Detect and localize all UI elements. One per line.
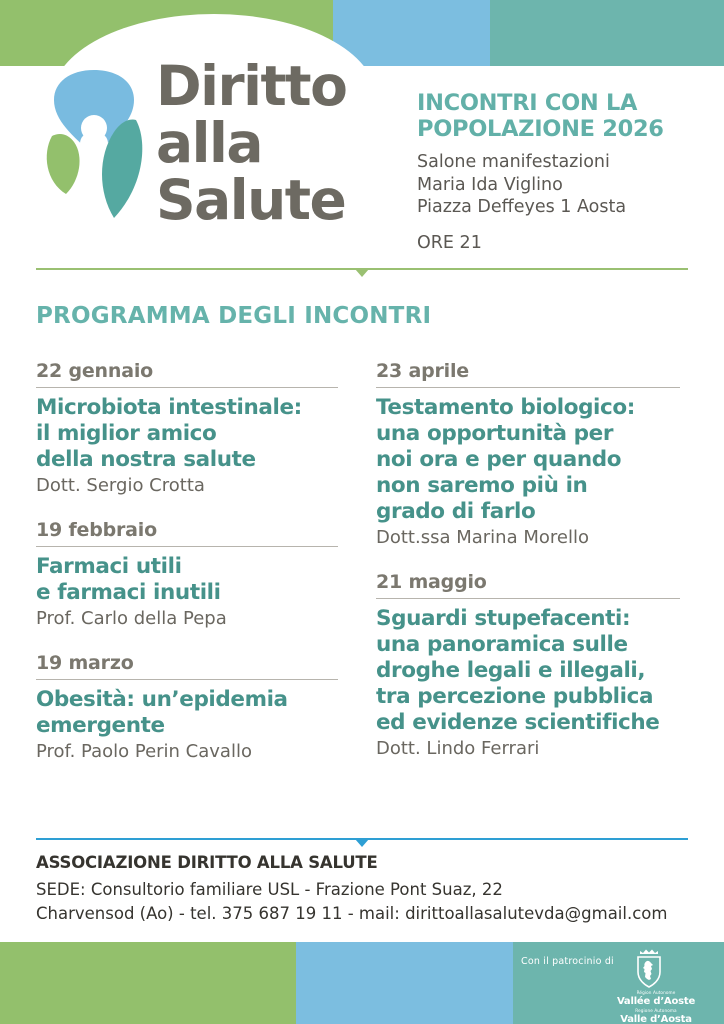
event-date: 19 marzo: [36, 652, 134, 674]
event-talk-title: [36, 554, 338, 606]
event-rule: [36, 387, 338, 388]
event-talk-title-line: tra percezione pubblica: [376, 684, 654, 709]
event-talk-title-line: noi ora e per quando: [376, 447, 622, 472]
logo-line-1: Diritto: [156, 54, 347, 118]
programme-event: [36, 360, 338, 497]
region-wordmark: [601, 990, 711, 1024]
event-talk-title: [36, 395, 338, 473]
event-talk-title-line: grado di farlo: [376, 499, 536, 524]
bottom-band-teal: [513, 942, 724, 1024]
header: [0, 40, 724, 265]
event-rule: [36, 679, 338, 680]
footer-address-line-2: Charvensod (Ao) - tel. 375 687 19 11 - mail: dirittoallasalutevda@gmail.com: [36, 904, 668, 923]
event-speaker: Dott. Lindo Ferrari: [376, 738, 540, 759]
event-talk-title: [376, 606, 680, 736]
venue-line-3: Piazza Deffeyes 1 Aosta: [417, 197, 627, 217]
programme-column-left: [36, 360, 338, 785]
event-talk-title-line: emergente: [36, 713, 165, 738]
event-talk-title-line: Farmaci utili: [36, 554, 182, 579]
event-speaker: Dott.ssa Marina Morello: [376, 527, 589, 548]
event-talk-title-line: una opportunità per: [376, 421, 614, 446]
event-date: 23 aprile: [376, 360, 469, 382]
event-info: [417, 90, 717, 254]
event-talk-title: [376, 395, 680, 525]
bottom-band-blue: [296, 942, 513, 1024]
event-date: 19 febbraio: [36, 519, 157, 541]
programme-column-right: [376, 360, 680, 782]
diritto-alla-salute-logo-icon: [36, 58, 156, 228]
event-rule: [376, 598, 680, 599]
event-talk-title-line: e farmaci inutili: [36, 580, 221, 605]
logo: [36, 50, 396, 250]
footer: [36, 853, 696, 926]
venue-line-2: Maria Ida Viglino: [417, 174, 563, 195]
organization-name: ASSOCIAZIONE DIRITTO ALLA SALUTE: [36, 853, 378, 872]
event-speaker: Dott. Sergio Crotta: [36, 475, 205, 496]
event-talk-title-line: il miglior amico: [36, 421, 217, 446]
event-date: 22 gennaio: [36, 360, 153, 382]
valle-daosta-crest-icon: [629, 946, 669, 990]
divider-green-arrow-icon: [355, 269, 369, 277]
event-date: 21 maggio: [376, 571, 487, 593]
event-speaker: Prof. Carlo della Pepa: [36, 608, 227, 629]
patronage-label: Con il patrocinio di: [521, 956, 614, 967]
event-rule: [36, 546, 338, 547]
event-talk-title-line: Sguardi stupefacenti:: [376, 606, 631, 631]
event-title-line-1: INCONTRI CON LA: [417, 90, 638, 116]
region-fr-small: Région Autonome: [636, 990, 676, 995]
programme-event: [376, 360, 680, 549]
region-it-small: Regione Autonoma: [635, 1008, 677, 1013]
patronage-block: [513, 942, 724, 1024]
venue-address: [417, 151, 717, 219]
event-talk-title: [36, 687, 338, 739]
event-speaker: Prof. Paolo Perin Cavallo: [36, 741, 252, 762]
event-talk-title-line: Testamento biologico:: [376, 395, 635, 420]
logo-line-2: alla: [156, 111, 262, 175]
region-fr-big: Vallée d’Aoste: [616, 996, 696, 1007]
divider-blue: [36, 838, 688, 840]
event-talk-title-line: ed evidenze scientifiche: [376, 710, 660, 735]
event-rule: [376, 387, 680, 388]
event-title-line-2: POPOLAZIONE 2026: [417, 116, 664, 142]
programme-event: [36, 519, 338, 630]
event-talk-title-line: una panoramica sulle: [376, 632, 628, 657]
bottom-color-band: [0, 942, 724, 1024]
event-time: ORE 21: [417, 232, 482, 253]
event-talk-title-line: Obesità: un’epidemia: [36, 687, 288, 712]
event-talk-title-line: Microbiota intestinale:: [36, 395, 302, 420]
logo-wordmark: [156, 54, 396, 232]
divider-blue-arrow-icon: [355, 839, 369, 847]
logo-line-3: Salute: [156, 168, 346, 232]
event-talk-title-line: non saremo più in: [376, 473, 588, 498]
bottom-band-green: [0, 942, 296, 1024]
programme-heading: PROGRAMMA DEGLI INCONTRI: [36, 303, 432, 329]
event-talk-title-line: droghe legali e illegali,: [376, 658, 646, 683]
event-talk-title-line: della nostra salute: [36, 447, 256, 472]
footer-address-line-1: SEDE: Consultorio familiare USL - Frazione Pont Suaz, 22: [36, 880, 503, 899]
region-it-big: Valle d’Aosta: [620, 1014, 692, 1024]
divider-green: [36, 268, 688, 270]
programme-event: [376, 571, 680, 760]
programme-event: [36, 652, 338, 763]
venue-line-1: Salone manifestazioni: [417, 152, 610, 172]
event-title-heading: [417, 90, 717, 142]
